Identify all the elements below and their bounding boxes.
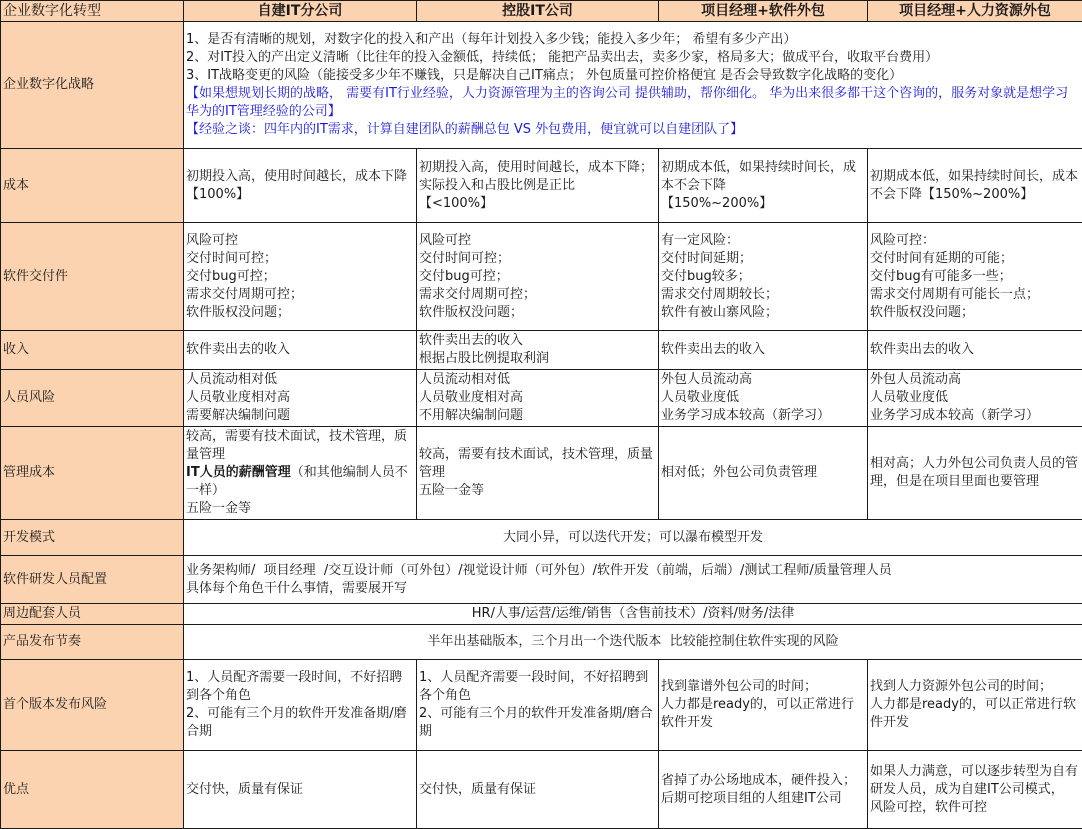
row-advantages — [1, 751, 1082, 829]
row-staffing — [1, 556, 1082, 604]
row-support — [1, 604, 1082, 625]
strategy-note-consulting: 【如果想规划长期的战略， 需要有IT行业经验，人力资源管理为主的咨询公司 提供辅助，帮你细化。 华为出来很多都干这个咨询的，服务对象就是想学习华为的IT管理经验的公司】 — [186, 85, 1080, 121]
delivery-holding: 风险可控 交付时间可控； 交付bug可控； 需求交付周期可控； 软件版权没问题； — [417, 223, 659, 331]
mgmt-cost-self-built-line-2: （和其他编制人员不一样） — [186, 465, 408, 498]
row-label-income: 收入 — [1, 331, 184, 370]
first-release-risk-holding: 1、人员配齐需要一段时间，不好招聘到各个角色 2、可能有三个月的软件开发准备期/磨合期 — [417, 660, 659, 751]
row-income — [1, 331, 1082, 370]
staffing-content: 业务架构师/ 项目经理 /交互设计师（可外包）/视觉设计师（可外包）/软件开发（前端，后端）/测试工程师/质量管理人员 具体每个角色干什么事情，需要展开写 — [184, 556, 1082, 604]
delivery-self-built: 风险可控 交付时间可控； 交付bug可控； 需求交付周期可控； 软件版权没问题； — [184, 223, 417, 331]
header-corner: 企业数字化转型 — [1, 1, 184, 22]
row-mgmt-cost — [1, 427, 1082, 520]
strategy-content — [184, 22, 1082, 149]
advantages-self-built: 交付快，质量有保证 — [184, 751, 417, 829]
delivery-software-outsourcing: 有一定风险： 交付时间延期； 交付bug较多； 需求交付周期较长； 软件有被山寨风险； — [659, 223, 868, 331]
cost-software-outsourcing: 初期成本低，如果持续时间长，成本不会下降 【150%~200%】 — [659, 149, 868, 223]
row-label-first-release-risk: 首个版本发布风险 — [1, 660, 184, 751]
strategy-line-2: 2、对IT投入的产出定义清晰（比往年的投入金额低，持续低； 能把产品卖出去，卖多少家，格局多大；做成平台，收取平台费用） — [186, 49, 1080, 67]
row-label-dev-mode: 开发模式 — [1, 520, 184, 556]
header-pm-hr-outsourcing: 项目经理+人力资源外包 — [868, 1, 1082, 22]
first-release-risk-hr-outsourcing: 找到人力资源外包公司的时间； 人力都是ready的，可以正常进行软件开发 — [868, 660, 1082, 751]
row-dev-mode — [1, 520, 1082, 556]
advantages-hr-outsourcing: 如果人力满意，可以逐步转型为自有研发人员，成为自建IT公司模式， 风险可控，软件可控 — [868, 751, 1082, 829]
mgmt-cost-self-built — [184, 427, 417, 520]
first-release-risk-self-built: 1、人员配齐需要一段时间，不好招聘到各个角色 2、可能有三个月的软件开发准备期/磨合期 — [184, 660, 417, 751]
dev-mode-content: 大同小异，可以迭代开发；可以瀑布模型开发 — [184, 520, 1082, 556]
delivery-hr-outsourcing: 风险可控： 交付时间有延期的可能； 交付bug有可能多一些； 需求交付周期有可能长一点； 软件版权没问题； — [868, 223, 1082, 331]
mgmt-cost-salary-management: IT人员的薪酬管理 — [186, 465, 291, 480]
row-label-delivery: 软件交付件 — [1, 223, 184, 331]
mgmt-cost-self-built-line-1: 较高，需要有技术面试，技术管理，质量管理 — [186, 429, 407, 462]
advantages-software-outsourcing: 省掉了办公场地成本，硬件投入； 后期可挖项目组的人组建IT公司 — [659, 751, 868, 829]
staff-risk-self-built: 人员流动相对低 人员敬业度相对高 需要解决编制问题 — [184, 370, 417, 427]
support-content: HR/人事/运营/运维/销售（含售前技术）/资料/财务/法律 — [184, 604, 1082, 625]
strategy-note-experience: 【经验之谈：四年内的IT需求，计算自建团队的薪酬总包 VS 外包费用，便宜就可以自建团队了】 — [186, 121, 1080, 139]
row-label-support: 周边配套人员 — [1, 604, 184, 625]
income-software-outsourcing: 软件卖出去的收入 — [659, 331, 868, 370]
row-label-cost: 成本 — [1, 149, 184, 223]
cost-holding: 初期投入高，使用时间越长，成本下降； 实际投入和占股比例是正比 【<100%】 — [417, 149, 659, 223]
mgmt-cost-self-built-line-3: 五险一金等 — [186, 501, 251, 516]
row-release-pace — [1, 625, 1082, 660]
row-label-advantages: 优点 — [1, 751, 184, 829]
advantages-holding: 交付快，质量有保证 — [417, 751, 659, 829]
header-self-built-it: 自建IT分公司 — [184, 1, 417, 22]
staff-risk-software-outsourcing: 外包人员流动高 人员敬业度低 业务学习成本较高（新学习） — [659, 370, 868, 427]
cost-hr-outsourcing: 初期成本低，如果持续时间长，成本不会下降【150%~200%】 — [868, 149, 1082, 223]
row-label-mgmt-cost: 管理成本 — [1, 427, 184, 520]
row-strategy — [1, 22, 1082, 149]
strategy-line-1: 1、是否有清晰的规划，对数字化的投入和产出（每年计划投入多少钱；能投入多少年； 希望有多少产出） — [186, 31, 1080, 49]
strategy-line-3: 3、IT战略变更的风险（能接受多少年不赚钱，只是解决自己IT痛点； 外包质量可控价格便宜 是否会导致数字化战略的变化） — [186, 67, 1080, 85]
mgmt-cost-hr-outsourcing: 相对高；人力外包公司负责人员的管理，但是在项目里面也要管理 — [868, 427, 1082, 520]
row-staff-risk — [1, 370, 1082, 427]
staff-risk-hr-outsourcing: 外包人员流动高 人员敬业度低 业务学习成本较高（新学习） — [868, 370, 1082, 427]
first-release-risk-software-outsourcing: 找到靠谱外包公司的时间； 人力都是ready的，可以正常进行软件开发 — [659, 660, 868, 751]
header-row — [1, 1, 1082, 22]
release-pace-content: 半年出基础版本，三个月出一个迭代版本 比较能控制住软件实现的风险 — [184, 625, 1082, 660]
header-holding-it: 控股IT公司 — [417, 1, 659, 22]
staff-risk-holding: 人员流动相对低 人员敬业度相对高 不用解决编制问题 — [417, 370, 659, 427]
header-pm-software-outsourcing: 项目经理+软件外包 — [659, 1, 868, 22]
income-hr-outsourcing: 软件卖出去的收入 — [868, 331, 1082, 370]
income-holding: 软件卖出去的收入 根据占股比例提取利润 — [417, 331, 659, 370]
mgmt-cost-holding: 较高，需要有技术面试，技术管理，质量管理 五险一金等 — [417, 427, 659, 520]
row-label-strategy: 企业数字化战略 — [1, 22, 184, 149]
cost-self-built: 初期投入高，使用时间越长，成本下降 【100%】 — [184, 149, 417, 223]
row-first-release-risk — [1, 660, 1082, 751]
row-label-staff-risk: 人员风险 — [1, 370, 184, 427]
row-delivery — [1, 223, 1082, 331]
income-self-built: 软件卖出去的收入 — [184, 331, 417, 370]
mgmt-cost-software-outsourcing: 相对低；外包公司负责管理 — [659, 427, 868, 520]
row-cost — [1, 149, 1082, 223]
row-label-release-pace: 产品发布节奏 — [1, 625, 184, 660]
row-label-staffing: 软件研发人员配置 — [1, 556, 184, 604]
